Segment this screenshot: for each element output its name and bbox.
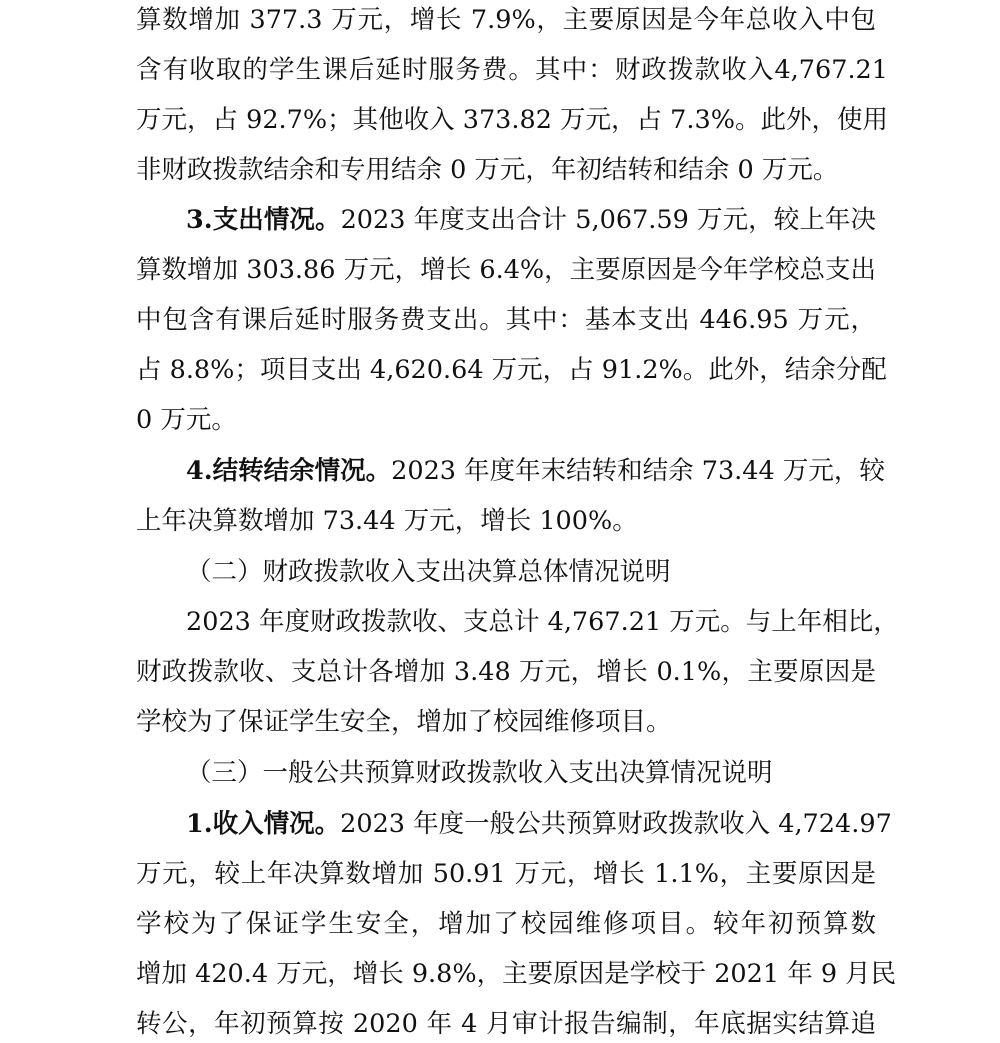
paragraph-line: 财政拨款收、支总计各增加 3.48 万元，增长 0.1%，主要原因是 — [136, 657, 876, 687]
paragraph-line: 算数增加 377.3 万元，增长 7.9%，主要原因是今年总收入中包 — [136, 5, 876, 35]
section-lead-carryover: 4.结转结余情况。 — [186, 456, 392, 486]
paragraph-text: 2023 年度一般公共预算财政拨款收入 4,724.97 — [340, 809, 892, 839]
paragraph-line: 非财政拨款结余和专用结余 0 万元，年初结转和结余 0 万元。 — [136, 155, 839, 185]
paragraph-first-line — [186, 195, 876, 245]
section-heading-general-budget: （三）一般公共预算财政拨款收入支出决算情况说明 — [186, 758, 773, 788]
paragraph-line: 上年决算数增加 73.44 万元，增长 100%。 — [136, 506, 638, 536]
paragraph-first-line — [186, 799, 892, 849]
paragraph-line: 2023 年度财政拨款收、支总计 4,767.21 万元。与上年相比， — [186, 607, 899, 637]
paragraph-text: 2023 年度年末结转和结余 73.44 万元，较 — [391, 456, 885, 486]
paragraph-first-line — [186, 446, 885, 496]
section-heading-fiscal-summary: （二）财政拨款收入支出决算总体情况说明 — [186, 557, 671, 587]
section-lead-income: 1.收入情况。 — [186, 809, 341, 839]
paragraph-line: 转公，年初预算按 2020 年 4 月审计报告编制，年底据实结算追 — [136, 1009, 876, 1039]
paragraph-line: 增加 420.4 万元，增长 9.8%，主要原因是学校于 2021 年 9 月民 — [136, 959, 897, 989]
paragraph-line: 算数增加 303.86 万元，增长 6.4%，主要原因是今年学校总支出 — [136, 255, 876, 285]
paragraph-line: 学校为了保证学生安全，增加了校园维修项目。 — [136, 707, 672, 737]
paragraph-text: 2023 年度支出合计 5,067.59 万元，较上年决 — [340, 205, 876, 235]
section-lead-expenditure: 3.支出情况。 — [186, 205, 341, 235]
paragraph-line: 学校为了保证学生安全，增加了校园维修项目。较年初预算数 — [136, 909, 876, 939]
paragraph-line: 0 万元。 — [136, 405, 237, 435]
paragraph-line: 万元，占 92.7%；其他收入 373.82 万元，占 7.3%。此外，使用 — [136, 105, 888, 135]
paragraph-line: 万元，较上年决算数增加 50.91 万元，增长 1.1%，主要原因是 — [136, 859, 876, 889]
paragraph-line: 占 8.8%；项目支出 4,620.64 万元，占 91.2%。此外，结余分配 — [136, 355, 887, 385]
paragraph-line: 中包含有课后延时服务费支出。其中：基本支出 446.95 万元， — [136, 305, 876, 335]
paragraph-line: 含有收取的学生课后延时服务费。其中：财政拨款收入4,767.21 — [136, 55, 888, 85]
